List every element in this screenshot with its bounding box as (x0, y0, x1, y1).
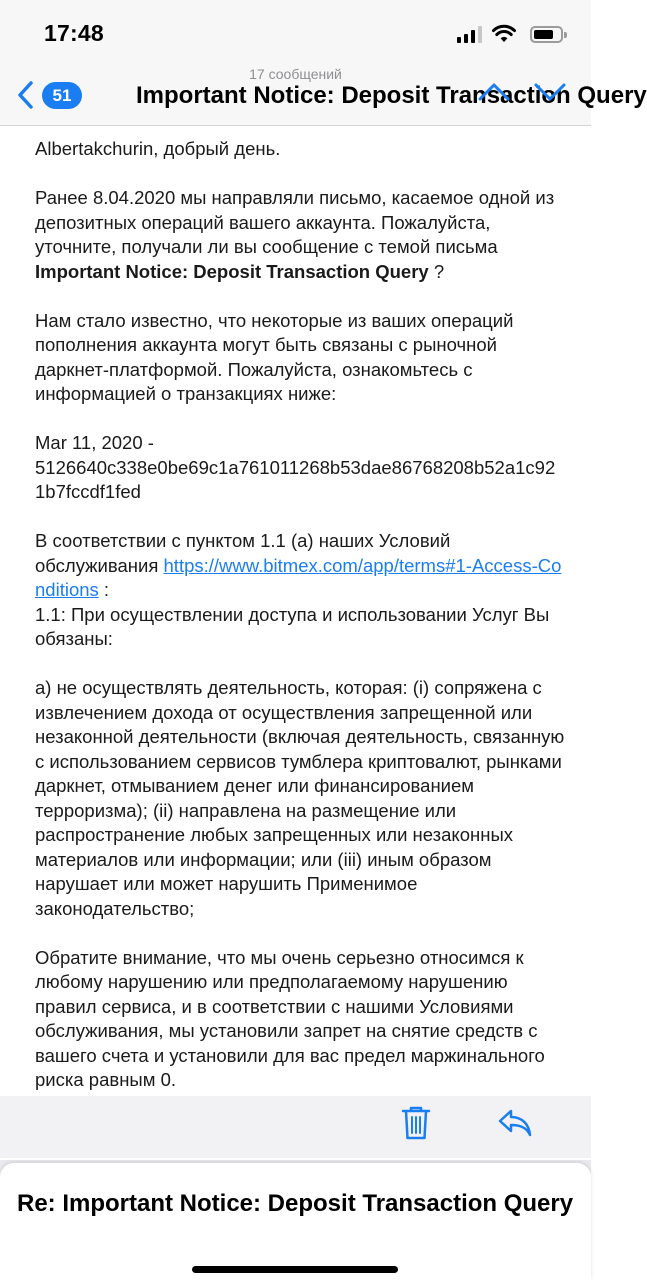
status-bar (0, 0, 591, 66)
unread-badge: 51 (42, 82, 82, 109)
reply-card[interactable] (0, 1163, 591, 1280)
paragraph-previous-letter (35, 186, 565, 284)
status-icons (457, 25, 563, 43)
chevron-left-icon (16, 80, 34, 110)
back-button[interactable] (16, 80, 82, 110)
paragraph-end: ? (428, 260, 445, 282)
transaction-info (35, 431, 565, 505)
paragraph-withdrawal-ban: Обратите внимание, что мы очень серьезно относимся к любому нарушению или предполагаемому нарушению правил сервиса, и в соответствии с нашими Условиями обслуживания, мы установили запрет на снятие средств с вашего счета и установили для вас предел маржинального риска равным 0. (35, 946, 545, 1090)
next-message-button[interactable] (533, 80, 567, 104)
battery-level (534, 30, 553, 39)
transaction-date: Mar 11, 2020 - (35, 432, 154, 453)
message-count: 17 сообщений (249, 66, 342, 82)
message-toolbar (0, 1096, 591, 1158)
reply-draft-sheet (0, 1160, 591, 1280)
subject-reference: Important Notice: Deposit Transaction Query (35, 260, 429, 282)
message-navigation (477, 80, 567, 104)
status-time: 17:48 (44, 20, 104, 46)
home-indicator (192, 1266, 398, 1273)
wifi-icon (492, 25, 516, 43)
reply-icon[interactable] (497, 1107, 533, 1139)
nav-title: Important Notice: Deposit Transaction Query (136, 82, 647, 109)
terms-link[interactable]: https://www.bitmex.com/app/terms#1-Access-Conditions (35, 554, 562, 600)
battery-icon (530, 26, 563, 43)
paragraph-darknet-notice: Нам стало известно, что некоторые из ваших операций пополнения аккаунта могут быть связаны с рыночной даркнет-платформой. Пожалуйста, ознакомьтесь с информацией о транзакциях ниже: (35, 309, 514, 404)
transaction-hash: 5126640c338e0be69c1a761011268b53dae86768208b52a1c921b7fccdf1fed (35, 456, 556, 502)
previous-message-button[interactable] (477, 80, 511, 104)
paragraph-text: Ранее 8.04.2020 мы направляли письмо, касаемое одной из депозитных операций вашего аккаунта. Пожалуйста, уточните, получали ли вы сообщение с темой письма (35, 187, 555, 257)
paragraph-terms (35, 529, 565, 652)
greeting: Albertakchurin, добрый день. (35, 138, 281, 159)
paragraph-end: : (98, 579, 110, 600)
trash-icon[interactable] (401, 1105, 431, 1141)
paragraph-restrictions: а) не осуществлять деятельность, которая: (i) сопряжена с извлечением дохода от осуществления запрещенной или незаконной деятельности (включая деятельность, связанную с использованием сервисов тумблера криптовалют, рынками даркнет, отмыванием денег или финансированием терроризма); (ii) направлена на размещение или распространение любых запрещенных или незаконных материалов или информации; или (iii) иным образом нарушает или может нарушить Применимое законодательство; (35, 677, 565, 919)
message-body (35, 137, 565, 1117)
paragraph-text: В соответствии с пунктом 1.1 (а) наших Условий обслуживания (35, 530, 451, 576)
cellular-signal-icon (457, 26, 482, 43)
terms-clause: 1.1: При осуществлении доступа и использовании Услуг Вы обязаны: (35, 603, 550, 649)
nav-header (0, 66, 647, 126)
reply-subject: Re: Important Notice: Deposit Transaction Query (17, 1190, 574, 1217)
